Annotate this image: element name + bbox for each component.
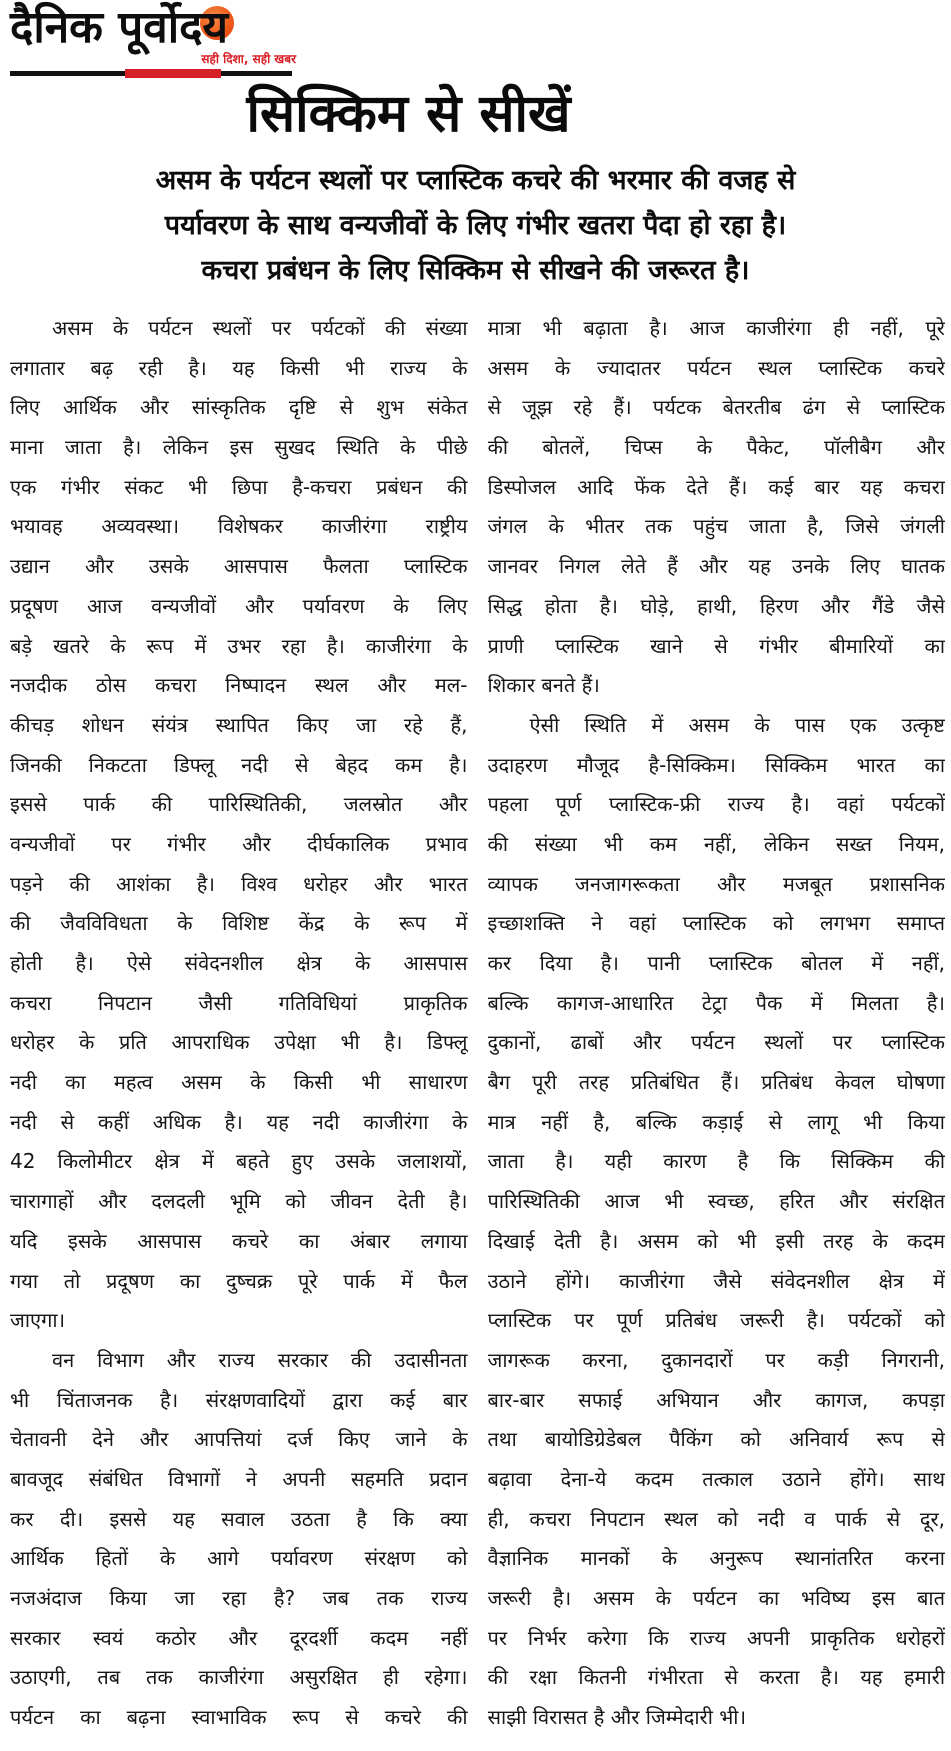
body-text-line: जानवर निगल लेते हैं और यह उनके लिए घातक: [487, 554, 945, 579]
subheadline-line: कचरा प्रबंधन के लिए सिक्किम से सीखने की जरूरत है।: [201, 255, 750, 286]
body-text-line: असम के ज्यादातर पर्यटन स्थल प्लास्टिक कचरे: [487, 355, 945, 380]
masthead-rule: [10, 71, 292, 76]
body-text-line: वैज्ञानिक मानकों के अनुरूप स्थानांतरित करना: [487, 1546, 945, 1571]
masthead: [10, 4, 310, 76]
body-text-line: आर्थिक हितों के आगे पर्यावरण संरक्षण को: [10, 1546, 468, 1571]
body-text-line: उठाने होंगे। काजीरंगा जैसे संवेदनशील क्षेत्र में: [487, 1268, 945, 1293]
article-subheadline: [0, 158, 951, 293]
body-text-line: जाएगा।: [10, 1308, 66, 1333]
newspaper-logo: दैनिक पूर्वोदय: [10, 2, 229, 53]
body-text-line: ऐसी स्थिति में असम के पास एक उत्कृष्ट: [529, 712, 945, 737]
body-text-line: सिद्ध होता है। घोड़े, हाथी, हिरण और गैंडे जैसे: [487, 593, 945, 618]
article-headline: सिक्किम से सीखें: [246, 84, 571, 144]
body-text-line: पर निर्भर करेगा कि राज्य अपनी प्राकृतिक धरोहरों: [487, 1625, 945, 1650]
body-text-line: मात्र नहीं है, बल्कि कड़ाई से लागू भी किया: [487, 1109, 945, 1134]
body-text-line: एक गंभीर संकट भी छिपा है-कचरा प्रबंधन की: [10, 474, 468, 499]
body-text-line: जरूरी है। असम के पर्यटन का भविष्य इस बात: [487, 1586, 945, 1610]
body-text-line: बावजूद संबंधित विभागों ने अपनी सहमति प्रदान: [10, 1466, 468, 1491]
body-text-line: प्रदूषण आज वन्यजीवों और पर्यावरण के लिए: [10, 593, 468, 618]
body-text-line: से जूझ रहे हैं। पर्यटक बेतरतीब ढंग से प्लास्टिक: [487, 395, 945, 420]
body-text-line: मात्रा भी बढ़ाता है। आज काजीरंगा ही नहीं, पूरे: [487, 316, 945, 340]
body-text-line: नजअंदाज किया जा रहा है? जब तक राज्य: [10, 1586, 468, 1610]
body-text-line: वन्यजीवों पर गंभीर और दीर्घकालिक प्रभाव: [10, 831, 468, 856]
body-text-line: व्यापक जनजागरूकता और मजबूत प्रशासनिक: [487, 871, 945, 896]
masthead-ribbon: [125, 69, 221, 78]
body-text-line: पड़ने की आशंका है। विश्व धरोहर और भारत: [10, 871, 468, 896]
body-text-line: असम के पर्यटन स्थलों पर पर्यटकों की संख्या: [52, 316, 468, 340]
body-text-line: दिखाई देती है। असम को भी इसी तरह के कदम: [487, 1228, 945, 1253]
body-text-line: नदी का महत्व असम के किसी भी साधारण: [10, 1070, 468, 1095]
body-text-line: इच्छाशक्ति ने वहां प्लास्टिक को लगभग समाप्त: [487, 911, 945, 936]
body-text-line: कर दी। इससे यह सवाल उठता है कि क्या: [10, 1506, 468, 1531]
body-text-line: 42 किलोमीटर क्षेत्र में बहते हुए उसके जलाशयों,: [10, 1149, 468, 1174]
newspaper-logo-wrap: [10, 4, 228, 52]
headline-wrap: [0, 84, 951, 144]
subheadline-line: पर्यावरण के साथ वन्यजीवों के लिए गंभीर खतरा पैदा हो रहा है।: [164, 210, 787, 241]
body-text-line: नदी से कहीं अधिक है। यह नदी काजीरंगा के: [10, 1109, 468, 1134]
body-text-line: सरकार स्वयं कठोर और दूरदर्शी कदम नहीं: [10, 1625, 468, 1650]
body-text-line: यदि इसके आसपास कचरे का अंबार लगाया: [10, 1228, 468, 1253]
body-text-line: बैग पूरी तरह प्रतिबंधित हैं। प्रतिबंध केवल घोषणा: [487, 1070, 945, 1095]
body-text-line: जागरूक करना, दुकानदारों पर कड़ी निगरानी,: [487, 1347, 945, 1372]
body-text-line: चेतावनी देने और आपत्तियां दर्ज किए जाने के: [10, 1427, 468, 1452]
body-text-line: पारिस्थितिकी आज भी स्वच्छ, हरित और संरक्षित: [487, 1189, 945, 1214]
body-text-line: जंगल के भीतर तक पहुंच जाता है, जिसे जंगली: [487, 514, 945, 539]
body-text-line: तथा बायोडिग्रेडेबल पैकिंग को अनिवार्य रूप से: [487, 1427, 945, 1452]
body-text-line: पर्यटन का बढ़ना स्वाभाविक रूप से कचरे की: [10, 1705, 468, 1730]
body-text-line: जाता है। यही कारण है कि सिक्किम की: [487, 1149, 945, 1174]
body-text-line: प्लास्टिक पर पूर्ण प्रतिबंध जरूरी है। पर्यटकों को: [487, 1308, 945, 1333]
body-text-line: की बोतलें, चिप्स के पैकेट, पॉलीबैग और: [487, 435, 945, 460]
body-text-line: साझी विरासत है और जिम्मेदारी भी।: [487, 1705, 747, 1730]
body-text-line: प्राणी प्लास्टिक खाने से गंभीर बीमारियों का: [487, 633, 945, 658]
body-text-line: शिकार बनते हैं।: [487, 673, 600, 698]
body-text-line: नजदीक ठोस कचरा निष्पादन स्थल और मल-: [10, 673, 468, 698]
left-column: [10, 309, 468, 1738]
body-text-line: बड़े खतरे के रूप में उभर रहा है। काजीरंगा के: [10, 633, 468, 658]
body-text-line: बल्कि कागज-आधारित टेट्रा पैक में मिलता है।: [487, 990, 945, 1015]
body-text-line: जिनकी निकटता डिफ्लू नदी से बेहद कम है।: [10, 752, 468, 777]
body-text-line: धरोहर के प्रति आपराधिक उपेक्षा भी है। डिफ्लू: [10, 1030, 468, 1055]
body-text-line: बढ़ावा देना-ये कदम तत्काल उठाने होंगे। साथ: [487, 1466, 945, 1491]
body-text-line: की संख्या भी कम नहीं, लेकिन सख्त नियम,: [487, 831, 945, 856]
body-text-line: इससे पार्क की पारिस्थितिकी, जलस्रोत और: [10, 792, 468, 817]
body-text-line: होती है। ऐसे संवेदनशील क्षेत्र के आसपास: [10, 951, 468, 975]
body-text-line: भयावह अव्यवस्था। विशेषकर काजीरंगा राष्ट्रीय: [10, 514, 468, 539]
body-text-line: गया तो प्रदूषण का दुष्चक्र पूरे पार्क में फैल: [10, 1268, 468, 1293]
subheadline-line: असम के पर्यटन स्थलों पर प्लास्टिक कचरे की भरमार की वजह से: [155, 165, 796, 196]
body-text-line: माना जाता है। लेकिन इस सुखद स्थिति के पीछे: [10, 435, 468, 460]
masthead-tagline: सही दिशा, सही खबर: [201, 52, 296, 66]
body-text-line: डिस्पोजल आदि फेंक देते हैं। कई बार यह कचरा: [487, 474, 945, 499]
body-text-line: लिए आर्थिक और सांस्कृतिक दृष्टि से शुभ संकेत: [10, 395, 468, 420]
body-text-line: कचरा निपटान जैसी गतिविधियां प्राकृतिक: [10, 990, 468, 1015]
body-text-line: बार-बार सफाई अभियान और कागज, कपड़ा: [487, 1387, 945, 1412]
body-text-line: ही, कचरा निपटान स्थल को नदी व पार्क से दूर,: [487, 1506, 945, 1531]
body-text-line: दुकानों, ढाबों और पर्यटन स्थलों पर प्लास्टिक: [487, 1030, 945, 1055]
body-text-line: उदाहरण मौजूद है-सिक्किम। सिक्किम भारत का: [487, 752, 945, 777]
body-text-line: उद्यान और उसके आसपास फैलता प्लास्टिक: [10, 554, 468, 579]
body-text-line: भी चिंताजनक है। संरक्षणवादियों द्वारा कई बार: [10, 1387, 468, 1412]
body-text-line: कर दिया है। पानी प्लास्टिक बोतल में नहीं,: [487, 951, 945, 975]
body-text-line: उठाएगी, तब तक काजीरंगा असुरक्षित ही रहेगा।: [10, 1665, 468, 1690]
body-text-line: पहला पूर्ण प्लास्टिक-फ्री राज्य है। वहां पर्यटकों: [487, 792, 945, 817]
body-text-line: कीचड़ शोधन संयंत्र स्थापित किए जा रहे हैं,: [10, 712, 468, 737]
body-text-line: लगातार बढ़ रही है। यह किसी भी राज्य के: [10, 355, 468, 380]
body-columns: [0, 309, 951, 1738]
body-text-line: की रक्षा कितनी गंभीरता से करता है। यह हमारी: [487, 1665, 945, 1690]
body-text-line: की जैवविविधता के विशिष्ट केंद्र के रूप में: [10, 911, 468, 936]
right-column: [488, 309, 946, 1738]
body-text-line: चारागाहों और दलदली भूमि को जीवन देती है।: [10, 1189, 468, 1214]
body-text-line: वन विभाग और राज्य सरकार की उदासीनता: [52, 1347, 468, 1372]
